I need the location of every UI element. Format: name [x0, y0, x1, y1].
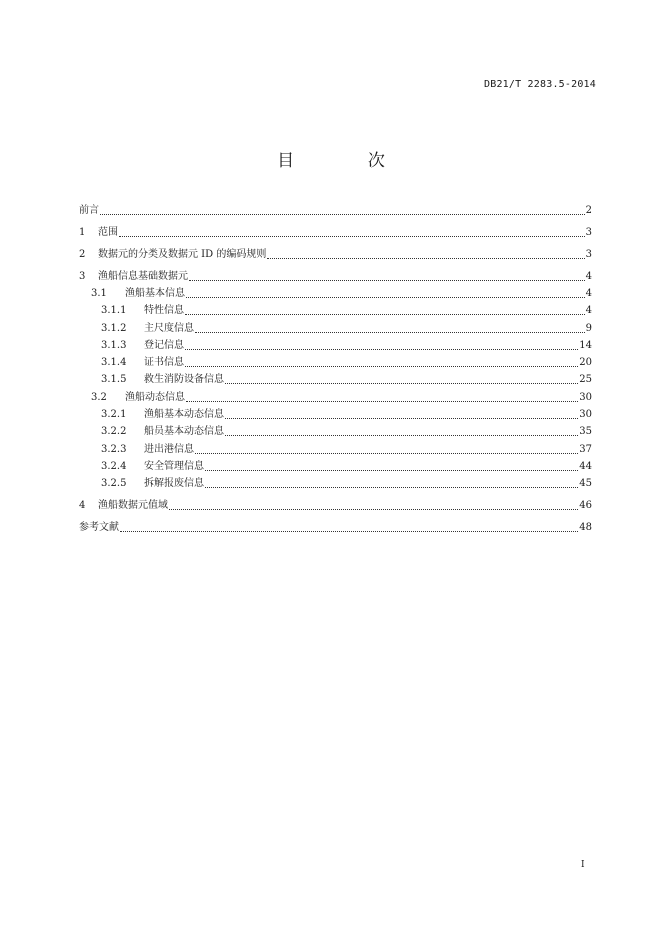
toc-entry-number: 3.1.2: [101, 322, 127, 334]
toc-entry-page: 30: [579, 409, 592, 421]
toc-entry-number: 1: [79, 227, 86, 239]
toc-entry-label: 特性信息: [144, 305, 184, 317]
toc-entry-number: 3: [79, 270, 86, 282]
toc-entry-number: 3.2.3: [101, 443, 127, 455]
toc-entry[interactable]: [79, 222, 592, 239]
document-code: DB21/T 2283.5-2014: [484, 79, 596, 90]
toc-entry-label: 救生消防设备信息: [144, 374, 224, 386]
toc-leader-dots: [100, 213, 585, 215]
toc-entry-page: 4: [585, 305, 592, 317]
toc-entry-page: 3: [585, 248, 592, 260]
toc-entry[interactable]: [79, 456, 592, 473]
toc-entry-page: 25: [579, 374, 592, 386]
toc-entry-number: 3.1.5: [101, 374, 127, 386]
toc-entry[interactable]: [79, 335, 592, 352]
toc-entry-number: 3.2: [91, 391, 107, 403]
toc-leader-dots: [186, 296, 585, 298]
toc-entry-number: 3.1: [91, 287, 107, 299]
toc-entry-number: 3.2.1: [101, 409, 127, 421]
toc-entry[interactable]: [79, 244, 592, 261]
toc-entry[interactable]: [79, 369, 592, 386]
toc-leader-dots: [225, 382, 578, 384]
toc-leader-dots: [225, 417, 578, 419]
toc-entry-label: 安全管理信息: [144, 460, 204, 472]
toc-entry-page: 9: [585, 322, 592, 334]
toc-leader-dots: [185, 348, 578, 350]
toc-entry[interactable]: [79, 283, 592, 300]
toc-entry[interactable]: [79, 517, 592, 534]
toc-leader-dots: [119, 235, 585, 237]
toc-entry[interactable]: [79, 352, 592, 369]
toc-entry[interactable]: [79, 317, 592, 334]
toc-entry-page: 3: [585, 227, 592, 239]
toc-entry-page: 30: [579, 391, 592, 403]
toc-leader-dots: [205, 469, 578, 471]
toc-entry-label: 船员基本动态信息: [144, 426, 224, 438]
toc-leader-dots: [186, 400, 578, 402]
toc-leader-dots: [195, 331, 585, 333]
toc-title-char-2: 次: [367, 151, 385, 171]
toc-entry-label: 渔船数据元值域: [98, 500, 168, 512]
toc-entry-number: 3.2.5: [101, 478, 127, 490]
toc-entry-label: 登记信息: [144, 339, 184, 351]
toc-entry[interactable]: [79, 473, 592, 490]
toc-entry-page: 48: [579, 521, 592, 533]
table-of-contents: [79, 200, 592, 534]
toc-entry-number: 2: [79, 248, 86, 260]
toc-entry-label: 渔船基本信息: [125, 287, 185, 299]
toc-entry-label: 渔船信息基础数据元: [98, 270, 188, 282]
toc-leader-dots: [267, 257, 584, 259]
toc-entry-label: 参考文献: [79, 521, 119, 533]
toc-entry-page: 44: [579, 460, 592, 472]
toc-entry[interactable]: [79, 438, 592, 455]
toc-entry-label: 前言: [79, 205, 99, 217]
toc-entry-label: 渔船基本动态信息: [144, 409, 224, 421]
toc-entry-label: 渔船动态信息: [125, 391, 185, 403]
toc-entry[interactable]: [79, 386, 592, 403]
toc-entry-number: 4: [79, 500, 86, 512]
toc-entry-number: 3.2.4: [101, 460, 127, 472]
toc-entry[interactable]: [79, 200, 592, 217]
toc-title-char-1: 目: [277, 151, 295, 171]
toc-entry-number: 3.1.3: [101, 339, 127, 351]
toc-entry-page: 20: [579, 357, 592, 369]
toc-entry[interactable]: [79, 495, 592, 512]
toc-entry-label: 范围: [98, 227, 118, 239]
toc-title: [0, 146, 662, 171]
toc-leader-dots: [225, 434, 578, 436]
toc-entry-label: 证书信息: [144, 357, 184, 369]
toc-entry[interactable]: [79, 300, 592, 317]
toc-entry-page: 14: [579, 339, 592, 351]
toc-leader-dots: [205, 486, 578, 488]
toc-leader-dots: [120, 530, 578, 532]
toc-entry-label: 数据元的分类及数据元 ID 的编码规则: [98, 248, 267, 260]
toc-leader-dots: [185, 365, 578, 367]
toc-entry-number: 3.1.1: [101, 305, 127, 317]
toc-entry-label: 进出港信息: [144, 443, 194, 455]
toc-entry-page: 45: [579, 478, 592, 490]
toc-entry[interactable]: [79, 265, 592, 282]
toc-leader-dots: [189, 279, 585, 281]
page-number: I: [581, 860, 585, 870]
toc-entry-number: 3.2.2: [101, 426, 127, 438]
toc-entry-label: 主尺度信息: [144, 322, 194, 334]
toc-entry-number: 3.1.4: [101, 357, 127, 369]
toc-entry[interactable]: [79, 404, 592, 421]
toc-leader-dots: [169, 508, 578, 510]
toc-entry-page: 4: [585, 287, 592, 299]
toc-entry-page: 4: [585, 270, 592, 282]
toc-entry-page: 35: [579, 426, 592, 438]
toc-leader-dots: [185, 313, 585, 315]
toc-leader-dots: [195, 452, 578, 454]
toc-entry-page: 37: [579, 443, 592, 455]
toc-entry-page: 2: [585, 205, 592, 217]
toc-entry-label: 拆解报废信息: [144, 478, 204, 490]
toc-entry[interactable]: [79, 421, 592, 438]
toc-entry-page: 46: [579, 500, 592, 512]
